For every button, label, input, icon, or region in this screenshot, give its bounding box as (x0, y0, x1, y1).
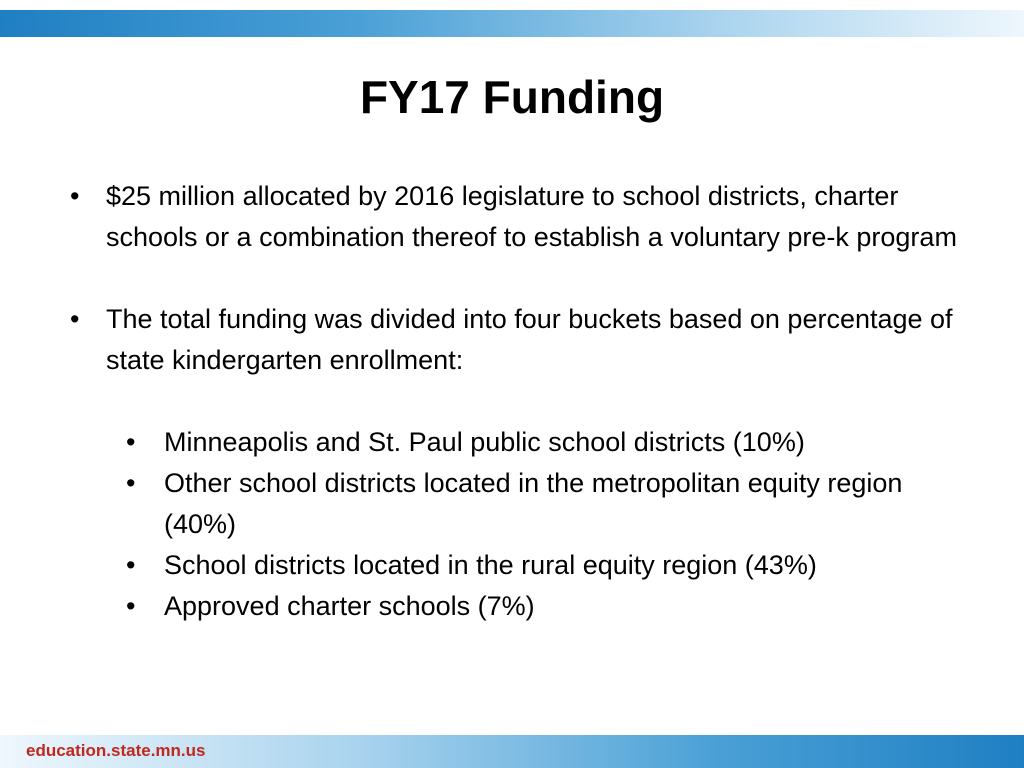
slide-content (70, 176, 970, 627)
bullet-item (70, 299, 970, 381)
bullet-dot-icon: • (126, 427, 136, 457)
sub-bullet-item (126, 586, 970, 627)
sub-bullet-item (126, 545, 970, 586)
bullet-item (70, 176, 970, 258)
sub-bullet-item (126, 422, 970, 463)
footer-url: education.state.mn.us (26, 741, 206, 760)
sub-bullet-text: Minneapolis and St. Paul public school districts (10%) (164, 427, 805, 457)
sub-bullet-item (126, 463, 970, 545)
bullet-text: $25 million allocated by 2016 legislature to school districts, charter schools or a combination thereof to establish a voluntary pre-k program (106, 181, 957, 252)
sub-bullet-text: Other school districts located in the metropolitan equity region (40%) (164, 468, 903, 539)
slide-title: FY17 Funding (359, 71, 665, 123)
sub-bullet-text: Approved charter schools (7%) (164, 591, 535, 621)
bullet-text: The total funding was divided into four buckets based on percentage of state kindergarten enrollment: (106, 304, 953, 375)
bullet-dot-icon: • (126, 468, 136, 498)
sub-bullet-text: School districts located in the rural equity region (43%) (164, 550, 817, 580)
bullet-dot-icon: • (70, 304, 80, 334)
top-gradient-bar (0, 10, 1024, 37)
bullet-dot-icon: • (126, 591, 136, 621)
bullet-dot-icon: • (126, 550, 136, 580)
bullet-dot-icon: • (70, 181, 80, 211)
